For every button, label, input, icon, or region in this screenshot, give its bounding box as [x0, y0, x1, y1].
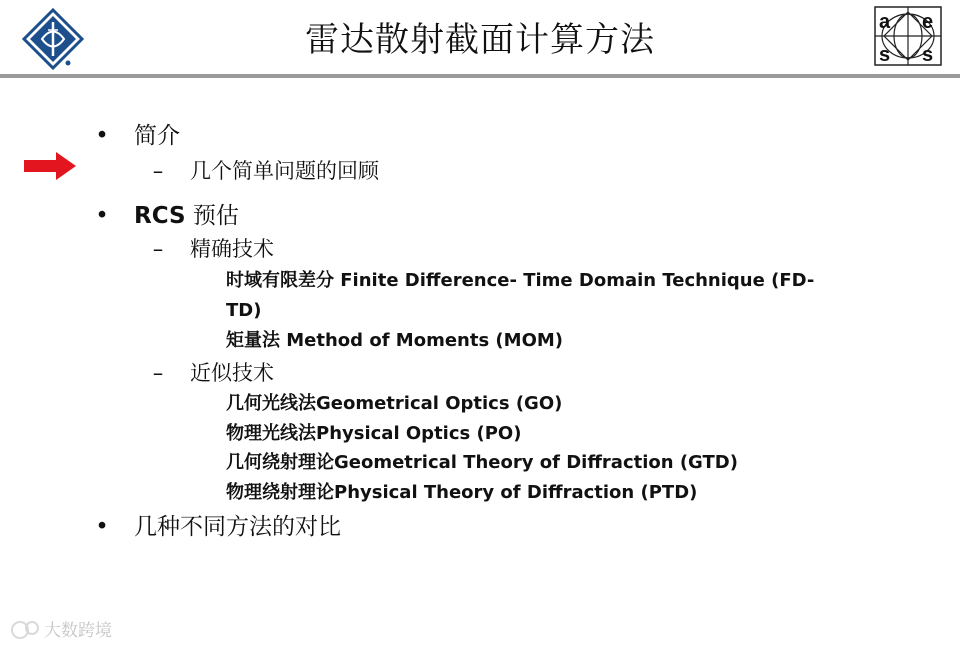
- watermark-text: 大数跨境: [44, 621, 112, 641]
- method-ptd-label: 物理绕射理论Physical Theory of Diffraction (PTD): [226, 482, 698, 503]
- outline-subitem-review: [0, 157, 960, 185]
- method-gtd: [0, 450, 960, 476]
- outline-item-intro: [0, 121, 960, 151]
- outline-item-label: 简介: [134, 123, 180, 149]
- rcs-label: RCS: [134, 203, 186, 229]
- dash: –: [152, 237, 164, 261]
- outline-subitem-label: 几个简单问题的回顾: [190, 159, 379, 183]
- method-fdtd-cont: [0, 298, 960, 324]
- aes-letter-e: e: [922, 11, 934, 33]
- outline-item-comparison: [0, 512, 960, 542]
- bullet: •: [95, 123, 109, 149]
- method-ptd: [0, 480, 960, 506]
- watermark-logo: [8, 614, 148, 644]
- slide-title: 雷达散射截面计算方法: [305, 20, 655, 60]
- method-po: [0, 421, 960, 447]
- outline-subitem-label: 近似技术: [190, 361, 274, 385]
- aes-letter-a: a: [879, 11, 891, 33]
- outline-item-label: [134, 201, 239, 231]
- method-po-label: 物理光线法Physical Optics (PO): [226, 423, 522, 444]
- rcs-label-rest: 预估: [185, 203, 239, 229]
- method-fdtd-line2: TD): [226, 300, 262, 321]
- dash: –: [152, 361, 164, 385]
- bullet: •: [95, 514, 109, 540]
- watermark-icon: [12, 622, 38, 638]
- method-mom-label: 矩量法 Method of Moments (MOM): [226, 330, 564, 351]
- dash: –: [152, 159, 164, 183]
- bullet: •: [95, 203, 109, 229]
- method-mom: [0, 328, 960, 354]
- method-go: [0, 391, 960, 417]
- aes-letter-s2: s: [922, 44, 934, 66]
- method-fdtd-line1: 时域有限差分 Finite Difference- Time Domain Technique (FD-: [226, 270, 815, 291]
- method-go-label: 几何光线法Geometrical Optics (GO): [226, 393, 563, 414]
- aes-letter-s1: s: [879, 44, 891, 66]
- method-gtd-label: 几何绕射理论Geometrical Theory of Diffraction (GTD): [226, 452, 738, 473]
- outline-item-label: 几种不同方法的对比: [134, 514, 341, 540]
- outline-subitem-approx: [0, 359, 960, 387]
- outline-subitem-label: 精确技术: [190, 237, 274, 261]
- method-fdtd: [0, 268, 960, 294]
- outline-item-rcs: [0, 201, 960, 231]
- outline-subitem-exact: [0, 235, 960, 263]
